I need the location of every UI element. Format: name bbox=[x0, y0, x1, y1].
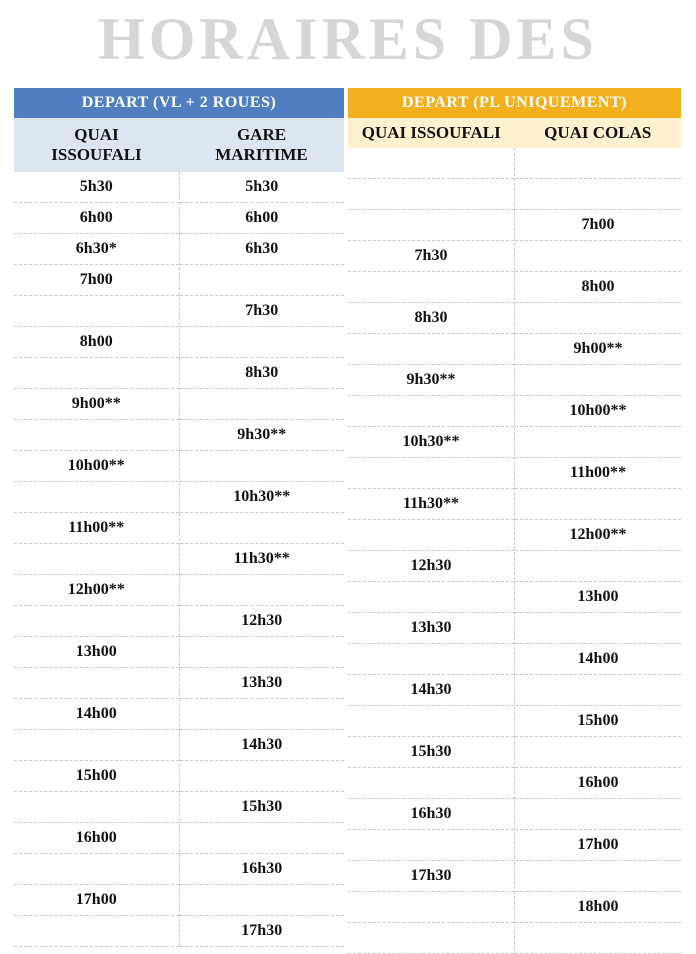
empty-cell bbox=[180, 637, 345, 668]
empty-cell bbox=[14, 544, 179, 575]
empty-cell bbox=[14, 668, 179, 699]
empty-cell bbox=[180, 575, 345, 606]
time-cell: 9h00** bbox=[14, 389, 179, 420]
time-cell: 10h30** bbox=[348, 427, 514, 458]
schedule-table-right bbox=[348, 148, 681, 954]
empty-cell bbox=[515, 551, 681, 582]
empty-cell bbox=[348, 892, 514, 923]
empty-cell bbox=[348, 396, 514, 427]
time-cell: 14h00 bbox=[515, 644, 681, 675]
empty-cell bbox=[348, 830, 514, 861]
empty-cell bbox=[515, 613, 681, 644]
time-cell: 15h30 bbox=[180, 792, 345, 823]
time-cell: 7h30 bbox=[348, 241, 514, 272]
time-cell: 17h00 bbox=[515, 830, 681, 861]
time-cell: 11h00** bbox=[14, 513, 179, 544]
empty-cell bbox=[348, 582, 514, 613]
column-quai-issoufali bbox=[14, 172, 179, 947]
empty-cell bbox=[14, 854, 179, 885]
time-cell: 16h30 bbox=[180, 854, 345, 885]
time-cell: 17h30 bbox=[348, 861, 514, 892]
empty-cell bbox=[348, 148, 514, 179]
time-cell: 6h00 bbox=[14, 203, 179, 234]
empty-cell bbox=[515, 365, 681, 396]
empty-cell bbox=[180, 327, 345, 358]
empty-cell bbox=[348, 923, 514, 954]
time-cell: 10h30** bbox=[180, 482, 345, 513]
time-cell: 17h30 bbox=[180, 916, 345, 947]
time-cell: 5h30 bbox=[180, 172, 345, 203]
empty-cell bbox=[515, 179, 681, 210]
time-cell: 5h30 bbox=[14, 172, 179, 203]
empty-cell bbox=[14, 482, 179, 513]
empty-cell bbox=[14, 358, 179, 389]
empty-cell bbox=[14, 606, 179, 637]
time-cell: 15h30 bbox=[348, 737, 514, 768]
empty-cell bbox=[348, 520, 514, 551]
time-cell: 11h00** bbox=[515, 458, 681, 489]
empty-cell bbox=[14, 296, 179, 327]
time-cell: 7h30 bbox=[180, 296, 345, 327]
time-cell: 11h30** bbox=[348, 489, 514, 520]
time-cell: 12h00** bbox=[515, 520, 681, 551]
time-cell: 12h00** bbox=[14, 575, 179, 606]
empty-cell bbox=[348, 179, 514, 210]
time-cell: 8h30 bbox=[348, 303, 514, 334]
time-cell: 16h00 bbox=[515, 768, 681, 799]
col-header-quai-issoufali-pl: QUAI ISSOUFALI bbox=[361, 123, 501, 142]
time-cell: 9h00** bbox=[515, 334, 681, 365]
time-cell: 8h00 bbox=[14, 327, 179, 358]
time-cell: 17h00 bbox=[14, 885, 179, 916]
column-quai-issoufali-pl bbox=[348, 148, 514, 954]
time-cell: 13h00 bbox=[14, 637, 179, 668]
time-cell: 6h30 bbox=[180, 234, 345, 265]
time-cell: 14h30 bbox=[180, 730, 345, 761]
empty-cell bbox=[515, 427, 681, 458]
time-cell: 10h00** bbox=[14, 451, 179, 482]
col-header-gare-maritime: GARE MARITIME bbox=[215, 125, 308, 164]
time-cell: 9h30** bbox=[348, 365, 514, 396]
empty-cell bbox=[515, 489, 681, 520]
column-headers-left bbox=[14, 118, 344, 172]
time-cell: 16h00 bbox=[14, 823, 179, 854]
empty-cell bbox=[348, 334, 514, 365]
empty-cell bbox=[515, 923, 681, 954]
empty-cell bbox=[348, 768, 514, 799]
time-cell: 13h30 bbox=[180, 668, 345, 699]
empty-cell bbox=[14, 792, 179, 823]
empty-cell bbox=[180, 265, 345, 296]
time-cell: 8h00 bbox=[515, 272, 681, 303]
time-cell: 15h00 bbox=[14, 761, 179, 792]
time-cell: 6h00 bbox=[180, 203, 345, 234]
empty-cell bbox=[348, 458, 514, 489]
section-header-pl: DEPART (PL UNIQUEMENT) bbox=[348, 88, 681, 118]
time-cell: 11h30** bbox=[180, 544, 345, 575]
empty-cell bbox=[515, 675, 681, 706]
time-cell: 16h30 bbox=[348, 799, 514, 830]
empty-cell bbox=[348, 210, 514, 241]
time-cell: 12h30 bbox=[348, 551, 514, 582]
empty-cell bbox=[180, 389, 345, 420]
schedule-table-left bbox=[14, 172, 344, 947]
time-cell: 6h30* bbox=[14, 234, 179, 265]
empty-cell bbox=[180, 823, 345, 854]
section-header-vl: DEPART (VL + 2 ROUES) bbox=[14, 88, 344, 118]
time-cell: 10h00** bbox=[515, 396, 681, 427]
panel-pl-uniquement bbox=[348, 88, 681, 954]
time-cell: 7h00 bbox=[14, 265, 179, 296]
empty-cell bbox=[515, 148, 681, 179]
empty-cell bbox=[180, 761, 345, 792]
empty-cell bbox=[180, 699, 345, 730]
time-cell: 15h00 bbox=[515, 706, 681, 737]
empty-cell bbox=[14, 730, 179, 761]
column-quai-colas bbox=[514, 148, 681, 954]
empty-cell bbox=[180, 513, 345, 544]
time-cell: 9h30** bbox=[180, 420, 345, 451]
empty-cell bbox=[515, 799, 681, 830]
empty-cell bbox=[348, 272, 514, 303]
time-cell: 18h00 bbox=[515, 892, 681, 923]
time-cell: 7h00 bbox=[515, 210, 681, 241]
empty-cell bbox=[348, 644, 514, 675]
col-header-quai-colas: QUAI COLAS bbox=[544, 123, 652, 142]
column-gare-maritime bbox=[179, 172, 345, 947]
empty-cell bbox=[515, 303, 681, 334]
time-cell: 14h30 bbox=[348, 675, 514, 706]
empty-cell bbox=[515, 861, 681, 892]
time-cell: 12h30 bbox=[180, 606, 345, 637]
empty-cell bbox=[14, 420, 179, 451]
time-cell: 8h30 bbox=[180, 358, 345, 389]
panel-vl-2-roues bbox=[14, 88, 344, 947]
empty-cell bbox=[180, 885, 345, 916]
empty-cell bbox=[515, 241, 681, 272]
empty-cell bbox=[515, 737, 681, 768]
empty-cell bbox=[14, 916, 179, 947]
time-cell: 13h00 bbox=[515, 582, 681, 613]
col-header-quai-issoufali: QUAI ISSOUFALI bbox=[51, 125, 142, 164]
column-headers-right bbox=[348, 118, 681, 148]
time-cell: 14h00 bbox=[14, 699, 179, 730]
empty-cell bbox=[180, 451, 345, 482]
empty-cell bbox=[348, 706, 514, 737]
time-cell: 13h30 bbox=[348, 613, 514, 644]
page-title: HORAIRES DES bbox=[98, 6, 598, 72]
